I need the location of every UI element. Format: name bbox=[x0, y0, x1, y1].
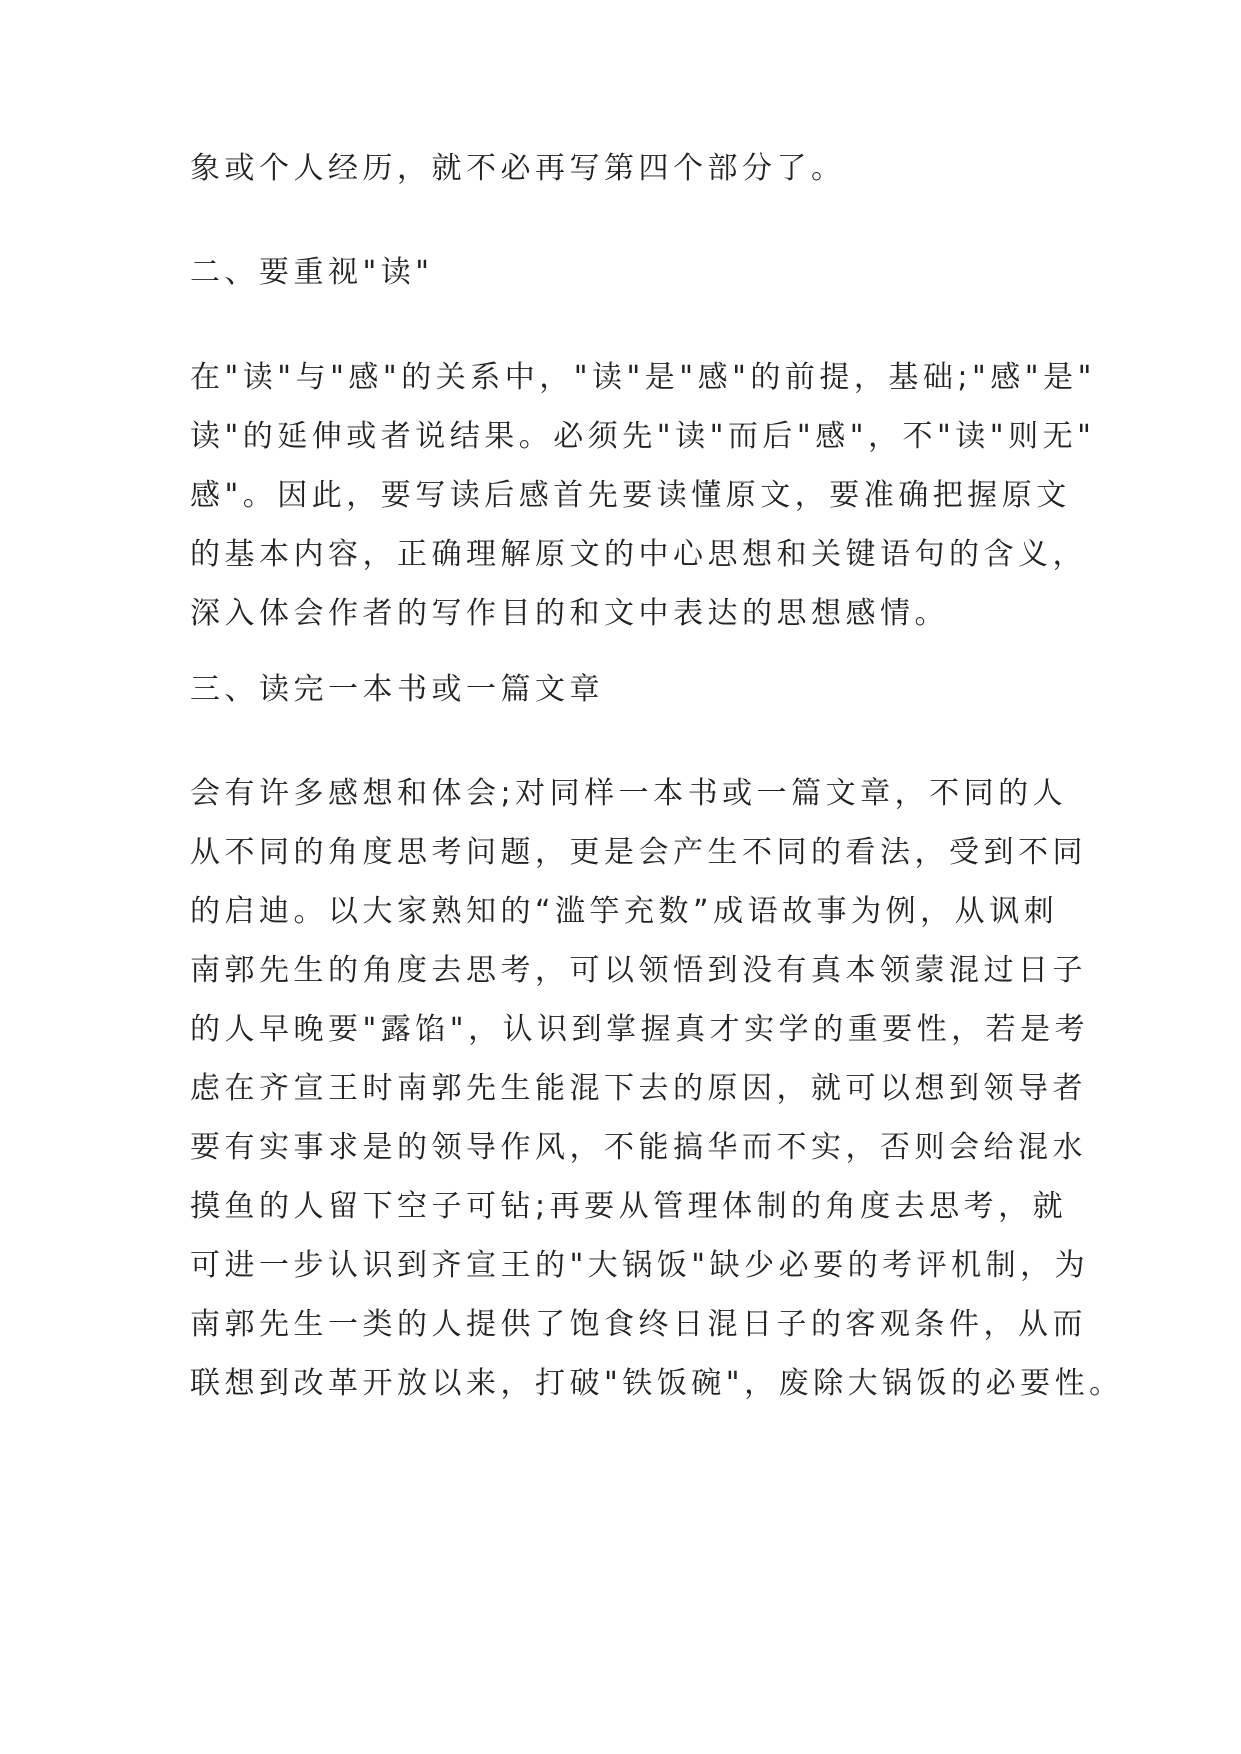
heading-text: 三、读完一本书或一篇文章 bbox=[190, 672, 604, 707]
text-line: 象或个人经历，就不必再写第四个部分了。 bbox=[190, 151, 846, 186]
section-heading-2 bbox=[190, 243, 1070, 302]
text-line: 深入体会作者的写作目的和文中表达的思想感情。 bbox=[190, 596, 949, 631]
text-line: 虑在齐宣王时南郭先生能混下去的原因，就可以想到领导者 bbox=[190, 1071, 1087, 1106]
text-line: 南郭先生的角度去思考，可以领悟到没有真本领蒙混过日子 bbox=[190, 953, 1087, 988]
text-line: 会有许多感想和体会;对同样一本书或一篇文章，不同的人 bbox=[190, 776, 1068, 811]
text-line: 可进一步认识到齐宣王的"大锅饭"缺少必要的考评机制，为 bbox=[190, 1248, 1090, 1283]
heading-text: 二、要重视"读" bbox=[190, 255, 434, 290]
text-line: 的基本内容，正确理解原文的中心思想和关键语句的含义， bbox=[190, 537, 1087, 572]
text-line: 的人早晚要"露馅"，认识到掌握真才实学的重要性，若是考 bbox=[190, 1012, 1090, 1047]
text-line: 从不同的角度思考问题，更是会产生不同的看法，受到不同 bbox=[190, 835, 1087, 870]
text-line: 摸鱼的人留下空子可钻;再要从管理体制的角度去思考，就 bbox=[190, 1189, 1068, 1224]
text-line: 联想到改革开放以来，打破"铁饭碗"，废除大锅饭的必要性。 bbox=[190, 1366, 1124, 1401]
paragraph-continuation bbox=[190, 139, 1070, 198]
text-line: 在"读"与"感"的关系中，"读"是"感"的前提，基础;"感"是" bbox=[190, 360, 1096, 395]
text-line: 感"。因此，要写读后感首先要读懂原文，要准确把握原文 bbox=[190, 478, 1071, 513]
text-line: 南郭先生一类的人提供了饱食终日混日子的客观条件，从而 bbox=[190, 1307, 1087, 1342]
paragraph-read-importance bbox=[190, 348, 1096, 643]
text-line: 读"的延伸或者说结果。必须先"读"而后"感"，不"读"则无" bbox=[190, 419, 1096, 454]
text-line: 要有实事求是的领导作风，不能搞华而不实，否则会给混水 bbox=[190, 1130, 1087, 1165]
section-heading-3 bbox=[190, 660, 1070, 719]
text-line: 的启迪。以大家熟知的“滥竽充数”成语故事为例，从讽刺 bbox=[190, 894, 1059, 929]
paragraph-reflection-example bbox=[190, 764, 1124, 1413]
